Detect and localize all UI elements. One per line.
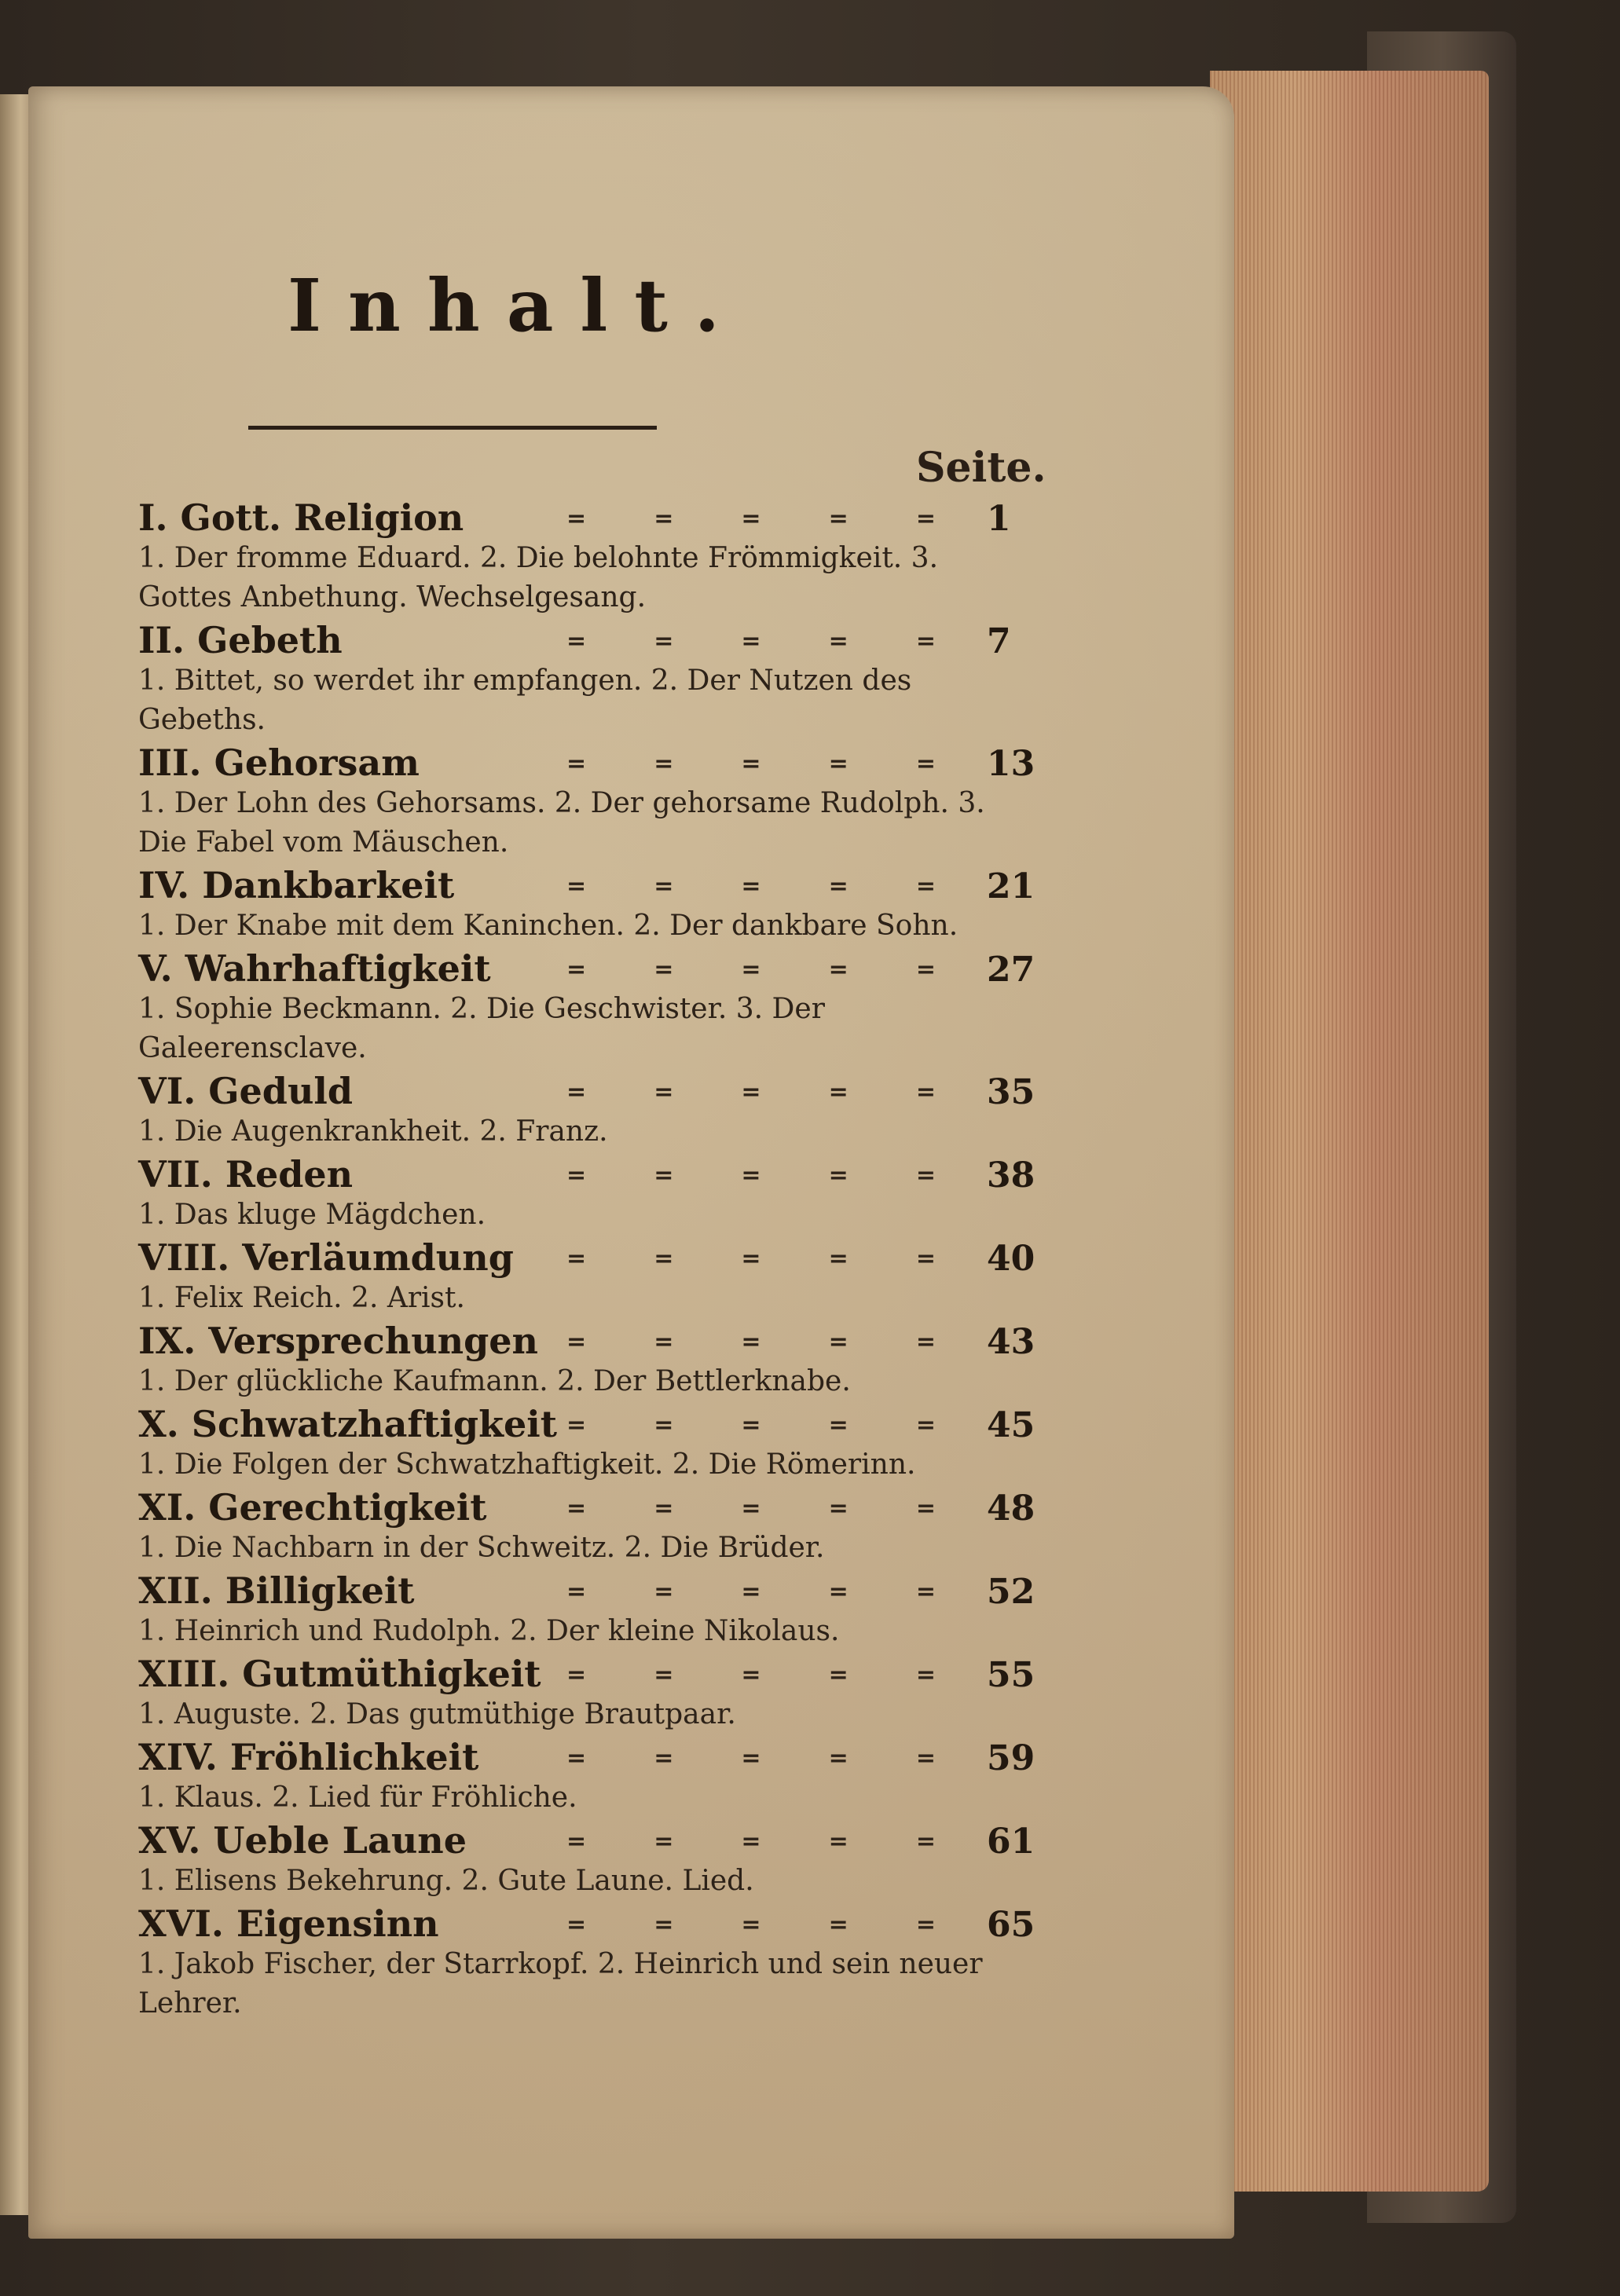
toc-entry <box>138 1568 1034 1651</box>
chapter-stories: 1. Klaus. 2. Lied für Fröhliche. <box>138 1782 577 1814</box>
leader-mark: = <box>828 628 848 655</box>
dot-leaders <box>566 1495 936 1522</box>
chapter-stories: 1. Die Nachbarn in der Schweitz. 2. Die Brüder. <box>138 1532 825 1564</box>
page-number: 52 <box>987 1572 1035 1612</box>
chapter-title: XIV. Fröhlichkeit <box>138 1736 479 1778</box>
page-number: 43 <box>987 1322 1035 1362</box>
toc-entry <box>138 1401 1034 1485</box>
dot-leaders <box>566 750 936 778</box>
dot-leaders <box>566 1328 936 1356</box>
chapter-title: XI. Gerechtigkeit <box>138 1486 487 1529</box>
dot-leaders <box>566 1162 936 1189</box>
contents-page <box>28 86 1234 2239</box>
leader-mark: = <box>828 1911 848 1939</box>
leader-mark: = <box>828 1245 848 1273</box>
leader-mark: = <box>828 956 848 983</box>
table-of-contents <box>138 495 1034 2023</box>
page-number: 13 <box>987 744 1035 784</box>
dot-leaders <box>566 1661 936 1689</box>
leader-mark: = <box>828 1495 848 1522</box>
toc-entry <box>138 1485 1034 1568</box>
leader-mark: = <box>654 1328 674 1356</box>
leader-mark: = <box>915 873 936 900</box>
toc-entry-heading <box>138 1734 1034 1778</box>
leader-mark: = <box>741 1162 761 1189</box>
leader-mark: = <box>828 505 848 533</box>
chapter-title: VIII. Verläumdung <box>138 1236 514 1279</box>
dot-leaders <box>566 956 936 983</box>
dot-leaders <box>566 1578 936 1606</box>
leader-mark: = <box>566 1911 587 1939</box>
leader-mark: = <box>915 1745 936 1772</box>
leader-mark: = <box>566 505 587 533</box>
toc-entry <box>138 1734 1034 1818</box>
leader-mark: = <box>915 1661 936 1689</box>
chapter-title: XII. Billigkeit <box>138 1569 415 1612</box>
chapter-stories: 1. Der fromme Eduard. 2. Die belohnte Frömmigkeit. 3. Gottes Anbethung. Wechselgesang. <box>138 542 939 613</box>
page-number: 65 <box>987 1905 1035 1945</box>
leader-mark: = <box>654 873 674 900</box>
leader-mark: = <box>566 1078 587 1106</box>
toc-entry <box>138 1068 1034 1152</box>
leader-mark: = <box>915 956 936 983</box>
leader-mark: = <box>741 1578 761 1606</box>
leader-mark: = <box>828 1578 848 1606</box>
toc-entry-heading <box>138 862 1034 906</box>
leader-mark: = <box>566 1745 587 1772</box>
leader-mark: = <box>654 1578 674 1606</box>
chapter-title: XVI. Eigensinn <box>138 1902 439 1945</box>
leader-mark: = <box>915 1828 936 1855</box>
dot-leaders <box>566 628 936 655</box>
leader-mark: = <box>566 1162 587 1189</box>
leader-mark: = <box>915 1162 936 1189</box>
chapter-stories: 1. Elisens Bekehrung. 2. Gute Laune. Lied. <box>138 1865 754 1897</box>
toc-entry <box>138 1235 1034 1318</box>
chapter-stories: 1. Jakob Fischer, der Starrkopf. 2. Heinrich und sein neuer Lehrer. <box>138 1948 983 2020</box>
chapter-stories: 1. Bittet, so werdet ihr empfangen. 2. Der Nutzen des Gebeths. <box>138 665 912 736</box>
page-number: 27 <box>987 950 1035 990</box>
page-number: 40 <box>987 1239 1035 1279</box>
toc-entry-heading <box>138 946 1034 990</box>
leader-mark: = <box>915 1911 936 1939</box>
dot-leaders <box>566 505 936 533</box>
chapter-title: V. Wahrhaftigkeit <box>138 947 491 990</box>
leader-mark: = <box>741 1412 761 1439</box>
leader-mark: = <box>915 1578 936 1606</box>
toc-entry-heading <box>138 495 1034 539</box>
leader-mark: = <box>741 1745 761 1772</box>
page-title: Inhalt. <box>288 263 746 348</box>
leader-mark: = <box>741 1078 761 1106</box>
toc-entry-heading <box>138 1485 1034 1529</box>
chapter-title: XV. Ueble Laune <box>138 1819 467 1862</box>
dot-leaders <box>566 1745 936 1772</box>
toc-entry <box>138 946 1034 1068</box>
leader-mark: = <box>566 873 587 900</box>
chapter-stories: 1. Heinrich und Rudolph. 2. Der kleine Nikolaus. <box>138 1615 840 1647</box>
leader-mark: = <box>915 1328 936 1356</box>
leader-mark: = <box>654 1412 674 1439</box>
leader-mark: = <box>828 873 848 900</box>
leader-mark: = <box>915 1245 936 1273</box>
leader-mark: = <box>566 1661 587 1689</box>
chapter-stories: 1. Felix Reich. 2. Arist. <box>138 1282 465 1314</box>
leader-mark: = <box>566 1828 587 1855</box>
leader-mark: = <box>828 1162 848 1189</box>
chapter-stories: 1. Der Knabe mit dem Kaninchen. 2. Der dankbare Sohn. <box>138 910 958 942</box>
dot-leaders <box>566 1412 936 1439</box>
leader-mark: = <box>654 1495 674 1522</box>
toc-entry-heading <box>138 1235 1034 1279</box>
chapter-title: VII. Reden <box>138 1153 354 1196</box>
chapter-title: I. Gott. Religion <box>138 496 464 539</box>
page-number: 45 <box>987 1405 1035 1445</box>
chapter-title: X. Schwatzhaftigkeit <box>138 1403 557 1445</box>
page-number: 7 <box>987 621 1011 661</box>
leader-mark: = <box>828 1661 848 1689</box>
toc-entry-heading <box>138 1651 1034 1695</box>
chapter-stories: 1. Das kluge Mägdchen. <box>138 1199 486 1231</box>
leader-mark: = <box>654 1078 674 1106</box>
leader-mark: = <box>915 505 936 533</box>
leader-mark: = <box>741 1828 761 1855</box>
leader-mark: = <box>915 1078 936 1106</box>
page-number: 35 <box>987 1072 1035 1112</box>
toc-entry-heading <box>138 1568 1034 1612</box>
dot-leaders <box>566 1245 936 1273</box>
leader-mark: = <box>915 1412 936 1439</box>
dot-leaders <box>566 1828 936 1855</box>
leader-mark: = <box>654 628 674 655</box>
leader-mark: = <box>566 628 587 655</box>
page-number: 59 <box>987 1738 1035 1778</box>
toc-entry-heading <box>138 617 1034 661</box>
chapter-stories: 1. Sophie Beckmann. 2. Die Geschwister. 3. Der Galeerensclave. <box>138 993 825 1064</box>
leader-mark: = <box>654 956 674 983</box>
leader-mark: = <box>828 1745 848 1772</box>
leader-mark: = <box>741 628 761 655</box>
page-number: 48 <box>987 1489 1035 1529</box>
leader-mark: = <box>566 1245 587 1273</box>
chapter-stories: 1. Der Lohn des Gehorsams. 2. Der gehorsame Rudolph. 3. Die Fabel vom Mäuschen. <box>138 787 985 859</box>
leader-mark: = <box>654 1245 674 1273</box>
leader-mark: = <box>566 1495 587 1522</box>
leader-mark: = <box>741 505 761 533</box>
page-block-edge <box>1210 71 1489 2192</box>
leader-mark: = <box>828 1412 848 1439</box>
chapter-title: III. Gehorsam <box>138 742 420 784</box>
leader-mark: = <box>654 1162 674 1189</box>
toc-entry-heading <box>138 1401 1034 1445</box>
toc-entry-heading <box>138 1152 1034 1196</box>
leader-mark: = <box>654 1828 674 1855</box>
chapter-stories: 1. Der glückliche Kaufmann. 2. Der Bettlerknabe. <box>138 1365 851 1397</box>
chapter-stories: 1. Auguste. 2. Das gutmüthige Brautpaar. <box>138 1698 736 1730</box>
dot-leaders <box>566 1911 936 1939</box>
toc-entry <box>138 1901 1034 2023</box>
toc-entry-heading <box>138 1901 1034 1945</box>
leader-mark: = <box>741 750 761 778</box>
page-number: 1 <box>987 499 1011 539</box>
leader-mark: = <box>566 1412 587 1439</box>
chapter-title: XIII. Gutmüthigkeit <box>138 1653 541 1695</box>
page-number: 21 <box>987 866 1035 906</box>
leader-mark: = <box>915 750 936 778</box>
chapter-title: IX. Versprechungen <box>138 1320 538 1362</box>
toc-entry <box>138 1152 1034 1235</box>
leader-mark: = <box>741 956 761 983</box>
toc-entry <box>138 617 1034 740</box>
leader-mark: = <box>566 750 587 778</box>
leader-mark: = <box>654 750 674 778</box>
leader-mark: = <box>828 1328 848 1356</box>
title-underline <box>248 426 657 430</box>
leader-mark: = <box>741 1328 761 1356</box>
leader-mark: = <box>654 1661 674 1689</box>
toc-entry-heading <box>138 740 1034 784</box>
toc-entry-heading <box>138 1068 1034 1112</box>
toc-entry-heading <box>138 1318 1034 1362</box>
leader-mark: = <box>741 1911 761 1939</box>
page-number: 61 <box>987 1822 1035 1862</box>
toc-entry <box>138 862 1034 946</box>
page-number: 55 <box>987 1655 1035 1695</box>
chapter-title: VI. Geduld <box>138 1070 354 1112</box>
leader-mark: = <box>741 1661 761 1689</box>
leader-mark: = <box>915 1495 936 1522</box>
chapter-title: IV. Dankbarkeit <box>138 864 455 906</box>
leader-mark: = <box>741 1245 761 1273</box>
toc-entry-heading <box>138 1818 1034 1862</box>
leader-mark: = <box>566 1578 587 1606</box>
leader-mark: = <box>915 628 936 655</box>
leader-mark: = <box>654 505 674 533</box>
leader-mark: = <box>654 1745 674 1772</box>
dot-leaders <box>566 873 936 900</box>
dot-leaders <box>566 1078 936 1106</box>
chapter-stories: 1. Die Folgen der Schwatzhaftigkeit. 2. Die Römerinn. <box>138 1448 916 1481</box>
toc-entry <box>138 1818 1034 1901</box>
leader-mark: = <box>828 750 848 778</box>
toc-entry <box>138 1318 1034 1401</box>
chapter-stories: 1. Die Augenkrankheit. 2. Franz. <box>138 1115 608 1148</box>
page-column-header: Seite. <box>916 444 1046 492</box>
leader-mark: = <box>828 1078 848 1106</box>
page-number: 38 <box>987 1155 1035 1196</box>
leader-mark: = <box>566 956 587 983</box>
leader-mark: = <box>741 873 761 900</box>
leader-mark: = <box>566 1328 587 1356</box>
leader-mark: = <box>741 1495 761 1522</box>
toc-entry <box>138 495 1034 617</box>
toc-entry <box>138 1651 1034 1734</box>
toc-entry <box>138 740 1034 862</box>
leader-mark: = <box>654 1911 674 1939</box>
chapter-title: II. Gebeth <box>138 619 343 661</box>
leader-mark: = <box>828 1828 848 1855</box>
